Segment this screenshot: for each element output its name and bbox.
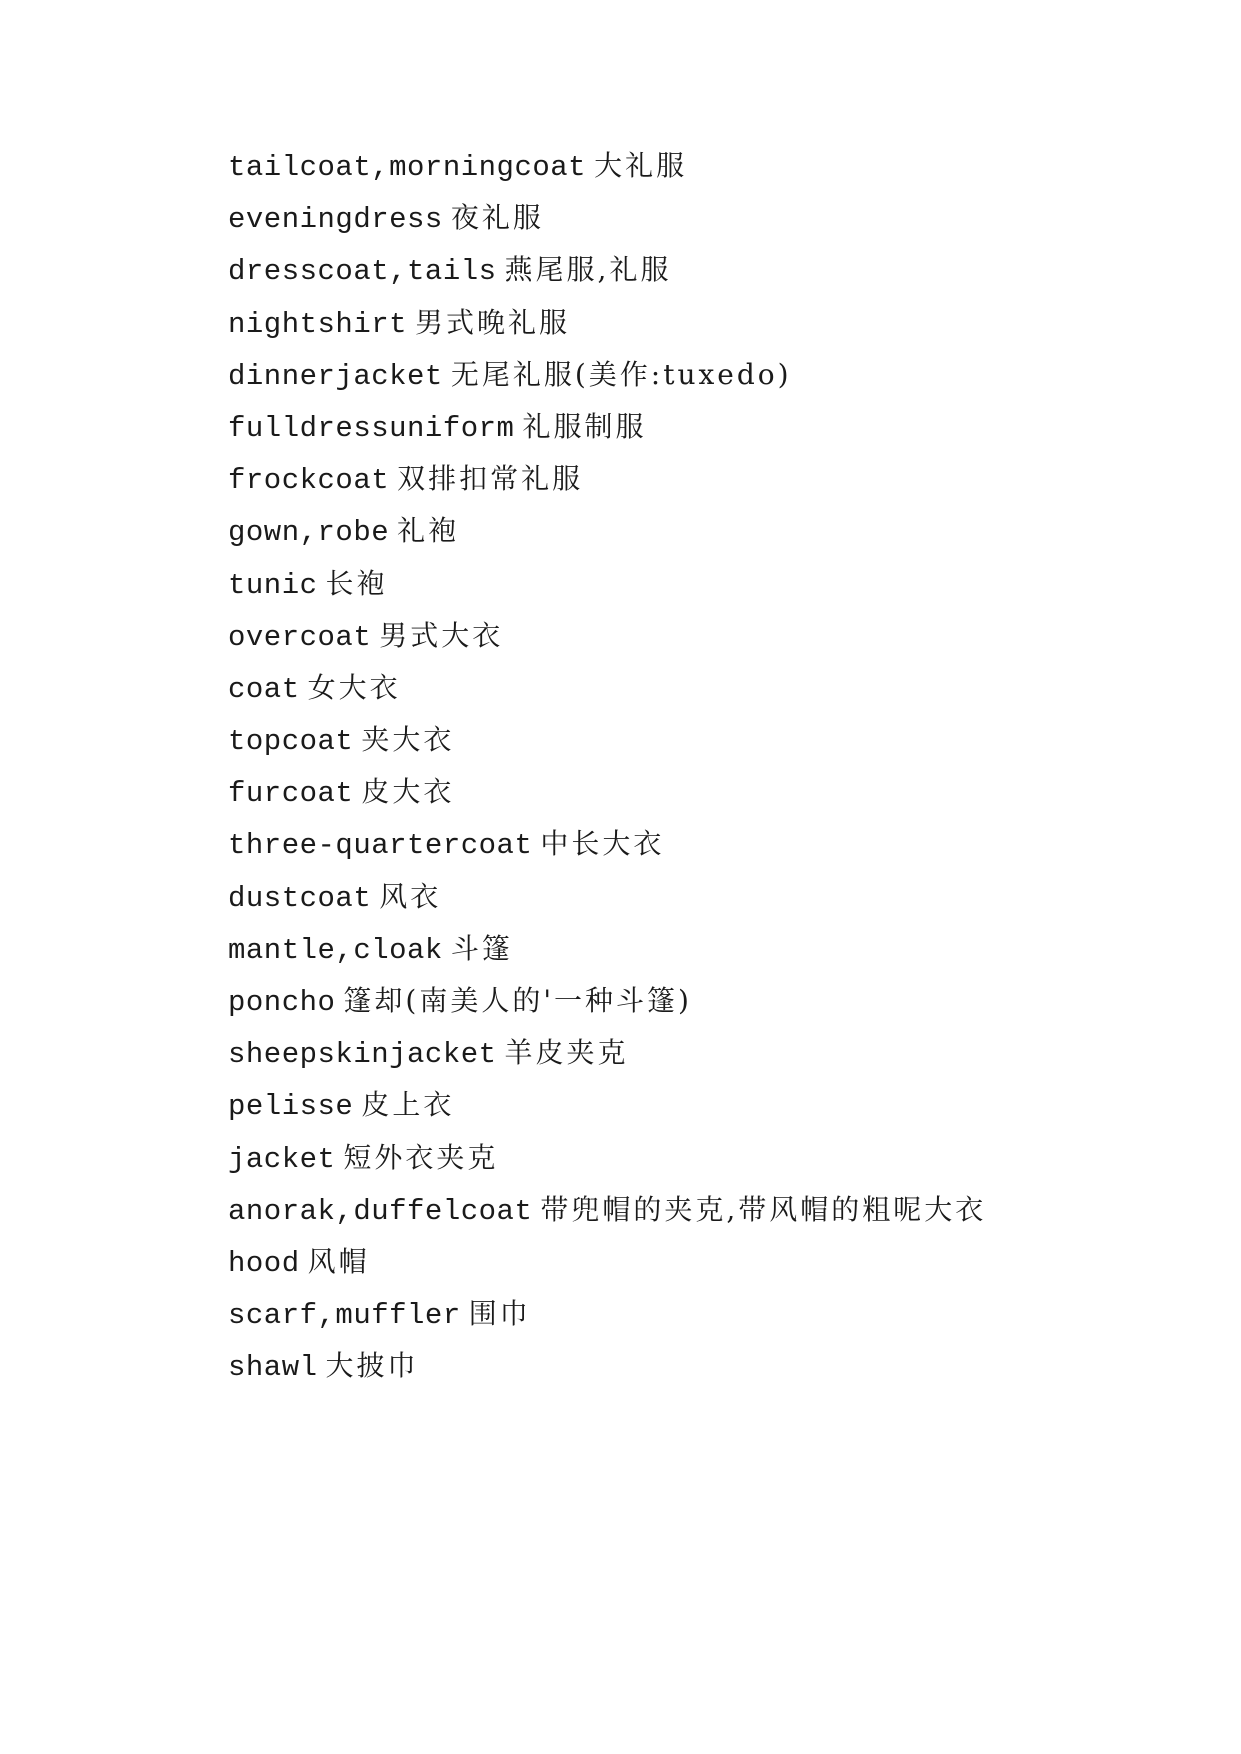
term-chinese: 燕尾服,礼服 [504,253,672,287]
list-item [228,355,986,407]
term-chinese: 皮上衣 [361,1088,455,1122]
list-item [228,1294,986,1346]
list-item [228,1190,986,1242]
term-chinese: 男式大衣 [379,618,504,652]
term-chinese: 夹大衣 [361,723,455,757]
list-item [228,407,986,459]
list-item [228,1138,986,1190]
term-english: three-quartercoat [228,829,533,863]
list-item [228,981,986,1033]
term-chinese: 礼服制服 [522,409,647,443]
term-chinese: 大礼服 [594,149,688,182]
term-english: dustcoat [228,881,372,915]
term-english: shawl [228,1351,318,1385]
list-item [228,824,986,876]
term-english: frockcoat [228,464,390,498]
term-english: dresscoat,tails [228,255,497,289]
term-chinese: 女大衣 [307,670,401,704]
term-english: topcoat [228,725,354,759]
list-item [228,1242,986,1294]
term-chinese: 中长大衣 [540,827,665,861]
term-chinese: 皮大衣 [361,775,455,809]
term-chinese: 羊皮夹克 [504,1036,629,1070]
list-item [228,877,986,929]
term-english: hood [228,1246,300,1280]
term-english: nightshirt [228,307,408,341]
term-english: scarf,muffler [228,1299,461,1333]
list-item [228,929,986,981]
term-chinese: 篷却(南美人的'一种斗篷) [343,984,692,1017]
term-english: tailcoat,morningcoat [228,151,587,184]
list-item [228,198,986,250]
term-chinese: 带兜帽的夹克,带风帽的粗呢大衣 [540,1192,987,1226]
term-chinese: 围巾 [468,1297,531,1331]
list-item [228,250,986,302]
list-item [228,303,986,355]
term-english: jacket [228,1142,336,1176]
list-item [228,720,986,772]
term-english: anorak,duffelcoat [228,1194,533,1228]
term-english: eveningdress [228,203,443,237]
list-item [228,1085,986,1137]
term-chinese: 无尾礼服(美作:tuxedo) [450,357,792,391]
term-english: overcoat [228,620,372,654]
list-item [228,772,986,824]
term-chinese: 大披巾 [325,1349,419,1383]
term-english: sheepskinjacket [228,1038,497,1072]
term-english: tunic [228,568,318,602]
list-item [228,146,986,198]
list-item [228,564,986,616]
list-item [228,616,986,668]
term-english: dinnerjacket [228,359,443,393]
term-english: pelisse [228,1090,354,1124]
list-item [228,1033,986,1085]
term-english: coat [228,672,300,706]
term-english: fulldressuniform [228,411,515,445]
term-english: mantle,cloak [228,933,443,967]
term-chinese: 风帽 [307,1244,370,1278]
list-item [228,511,986,563]
term-chinese: 礼袍 [397,514,460,548]
term-chinese: 夜礼服 [450,201,544,235]
term-chinese: 短外衣夹克 [343,1140,499,1174]
term-english: furcoat [228,777,354,811]
list-item [228,459,986,511]
term-chinese: 双排扣常礼服 [397,462,584,496]
vocabulary-list [228,146,986,1399]
term-english: gown,robe [228,516,390,550]
term-chinese: 男式晚礼服 [415,305,571,339]
term-chinese: 斗篷 [450,931,513,965]
list-item [228,1346,986,1398]
term-chinese: 风衣 [379,879,442,913]
term-english: poncho [228,986,336,1019]
list-item [228,668,986,720]
term-chinese: 长袍 [325,566,388,600]
